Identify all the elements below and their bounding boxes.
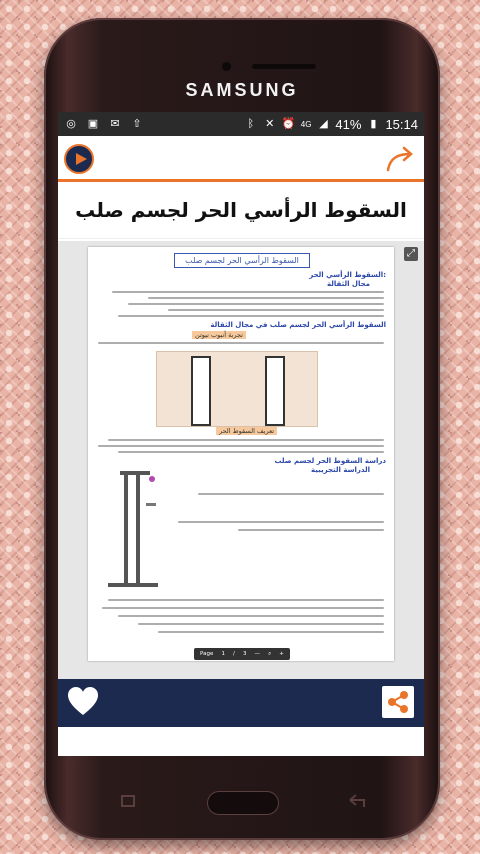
page-separator: / [233,651,235,657]
figure-label: تجربة أنبوب نيوتن [192,331,246,339]
network-type: 4G [300,119,312,129]
ad-area [58,727,424,756]
zoom-out-button[interactable]: — [254,651,261,657]
page-title: السقوط الرأسي الحر لجسم صلب [58,182,424,239]
hardware-keys [44,790,440,820]
section-heading: السقوط الرأسي الحر: [309,271,386,279]
home-button[interactable] [208,792,278,814]
bottom-bar [58,679,424,727]
pdf-page[interactable] [88,247,394,661]
newton-tube-image [156,351,318,427]
battery-icon: ▮ [370,118,377,130]
total-pages: 3 [242,651,247,657]
back-icon[interactable] [346,792,368,810]
email-icon: ✉ [110,118,120,130]
battery-percent: 41% [335,116,362,132]
play-icon[interactable] [64,144,94,174]
recent-apps-icon[interactable] [120,794,138,808]
mute-icon: ✕ [265,118,275,130]
earpiece-speaker [252,64,316,69]
alarm-icon: ⏰ [281,118,296,130]
section-heading: مجال الثقالة [327,280,370,288]
expand-icon[interactable]: ⤢ [404,247,418,261]
figure-label: تعريف السقوط الحر [216,427,277,435]
whatsapp-icon: ◎ [66,118,76,130]
forward-arrow-icon[interactable] [384,142,418,176]
bluetooth-icon: ᛒ [247,118,255,130]
front-camera [222,62,231,71]
zoom-in-button[interactable]: + [279,651,284,657]
device-brand: SAMSUNG [185,80,299,100]
screen [58,112,424,756]
image-icon: ▣ [87,118,99,130]
share-icon[interactable] [382,686,414,718]
upload-icon: ⇧ [132,118,142,130]
section-heading: السقوط الرأسي الحر لجسم صلب في مجال الثقالة [210,321,386,329]
app-toolbar [58,136,424,182]
pdf-viewer[interactable] [58,241,424,679]
pdf-pager [194,648,290,660]
status-bar [58,112,424,136]
search-icon[interactable]: ⌕ [268,650,272,657]
page-label: Page [200,651,214,657]
section-heading: الدراسة التجريبية [311,466,370,474]
section-heading: دراسة السقوط الحر لجسم صلب [274,457,386,465]
document-title: السقوط الرأسي الحر لجسم صلب [174,253,310,268]
heart-icon[interactable] [66,685,100,719]
current-page: 1 [221,651,225,657]
4g-signal-icon: ◢ [319,118,328,130]
experiment-apparatus-image [102,463,162,593]
status-time: 15:14 [385,116,418,132]
